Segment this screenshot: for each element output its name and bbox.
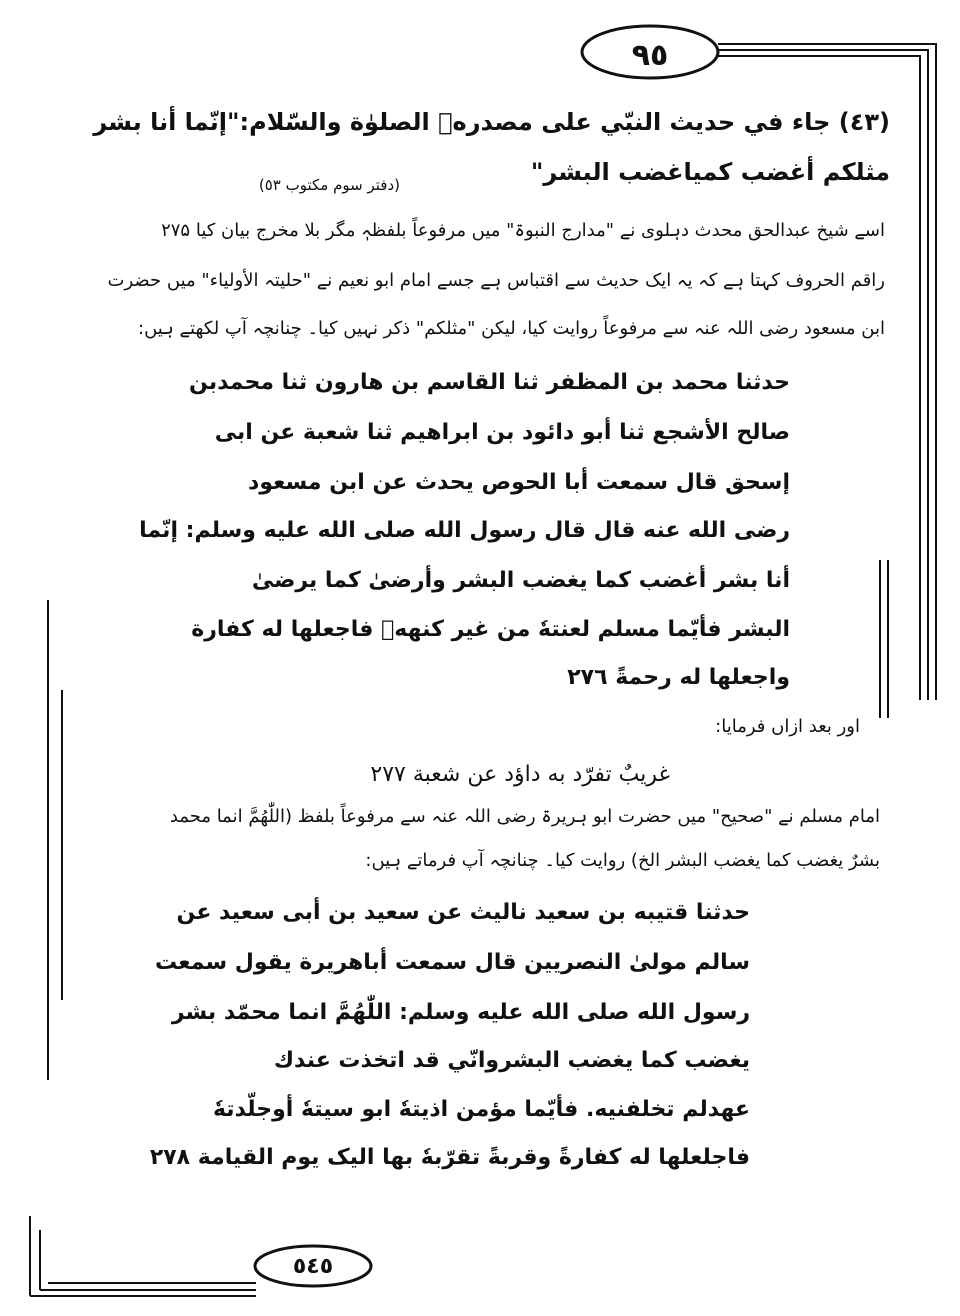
- arabic-block-1-line-6: البشر فأيّما مسلم لعنتهٗ من غير كنههٖ فاجعلها له كفارة: [191, 617, 790, 642]
- arabic-block-2-line-4: يغضب كما يغضب البشروانّي قد اتخذت عندك: [273, 1048, 750, 1073]
- intro-line-3: ابن مسعود رضی اللہ عنہ سے مرفوعاً روایت کیا، لیکن "مثلکم" ذکر نہیں کیا۔ چنانچہ آپ لکھتے ہیں:: [138, 318, 885, 339]
- hadith-reference: (دفتر سوم مکتوب ٥٣): [258, 176, 400, 194]
- gharib-line: غريبٌ تفرّد به داؤد عن شعبة ۲۷۷: [370, 762, 670, 787]
- hadith-title-line-2: مثلكم أغضب كمياغضب البشر": [530, 158, 890, 186]
- arabic-block-1-line-5: أنا بشر أغضب كما يغضب البشر وأرضىٰ كما يرضىٰ: [251, 568, 790, 593]
- arabic-block-1-line-1: حدثنا محمد بن المظفر ثنا القاسم بن هارون ثنا محمدبن: [189, 370, 790, 395]
- bottom-page-number: ٥٤٥: [292, 1253, 334, 1279]
- top-page-number: ٩٥: [631, 37, 669, 73]
- intro-line-2: راقم الحروف کہتا ہے کہ یہ ایک حدیث سے اقتباس ہے جسے امام ابو نعیم نے "حلیتہ الأولیاء" میں حضرت: [107, 270, 885, 291]
- arabic-block-2-line-1: حدثنا قتيبه بن سعيد ناليث عن سعيد بن أبى سعيد عن: [176, 900, 750, 925]
- muslim-line-1: امام مسلم نے "صحیح" میں حضرت ابو ہریرۃ رضی اللہ عنہ سے مرفوعاً بلفظ (اللّٰهُمَّ انما محمد: [169, 806, 880, 827]
- intro-line-1: اسے شیخ عبدالحق محدث دہلوی نے "مدارج النبوۃ" میں مرفوعاً بلفظہٖ مگر بلا مخرج بیان کیا ۲۷۵: [161, 220, 885, 241]
- mid-line: اور بعد ازاں فرمایا:: [715, 716, 860, 737]
- muslim-line-2: بشرٌ يغضب كما يغضب البشر الخ) روایت کیا۔ چنانچہ آپ فرماتے ہیں:: [365, 850, 880, 871]
- arabic-block-2-line-5: عهدلم تخلفنيه. فأيّما مؤمن اذيتهٗ ابو سيتهٗ أوجلّدتهٗ: [212, 1097, 750, 1122]
- arabic-block-1-line-2: صالح الأشجع ثنا أبو دائود بن ابراهيم ثنا شعبة عن ابى: [214, 420, 790, 445]
- arabic-block-1-line-7: واجعلها له رحمةً ۲۷٦: [567, 665, 790, 690]
- arabic-block-1-line-4: رضى الله عنه قال قال رسول الله صلى الله عليه وسلم: إنّما: [139, 518, 790, 543]
- arabic-block-2-line-3: رسول الله صلى الله عليه وسلم: اللّٰهُمَّ انما محمّد بشر: [171, 1000, 750, 1025]
- arabic-block-2-line-6: فاجلعلها له كفارةً وقربةً تقرّبهٗ بها اليک يوم القيامة ۲۷۸: [149, 1145, 750, 1170]
- arabic-block-2-line-2: سالم مولىٰ النصريين قال سمعت أباهريرة يقول سمعت: [155, 950, 750, 975]
- hadith-title-line-1: (٤٣) جاء في حديث النبّي على مصدرهٖ الصلوٰة والسّلام:"إنّما أنا بشر: [93, 108, 890, 136]
- arabic-block-1-line-3: إسحق قال سمعت أبا الحوص يحدث عن ابن مسعود: [248, 470, 790, 495]
